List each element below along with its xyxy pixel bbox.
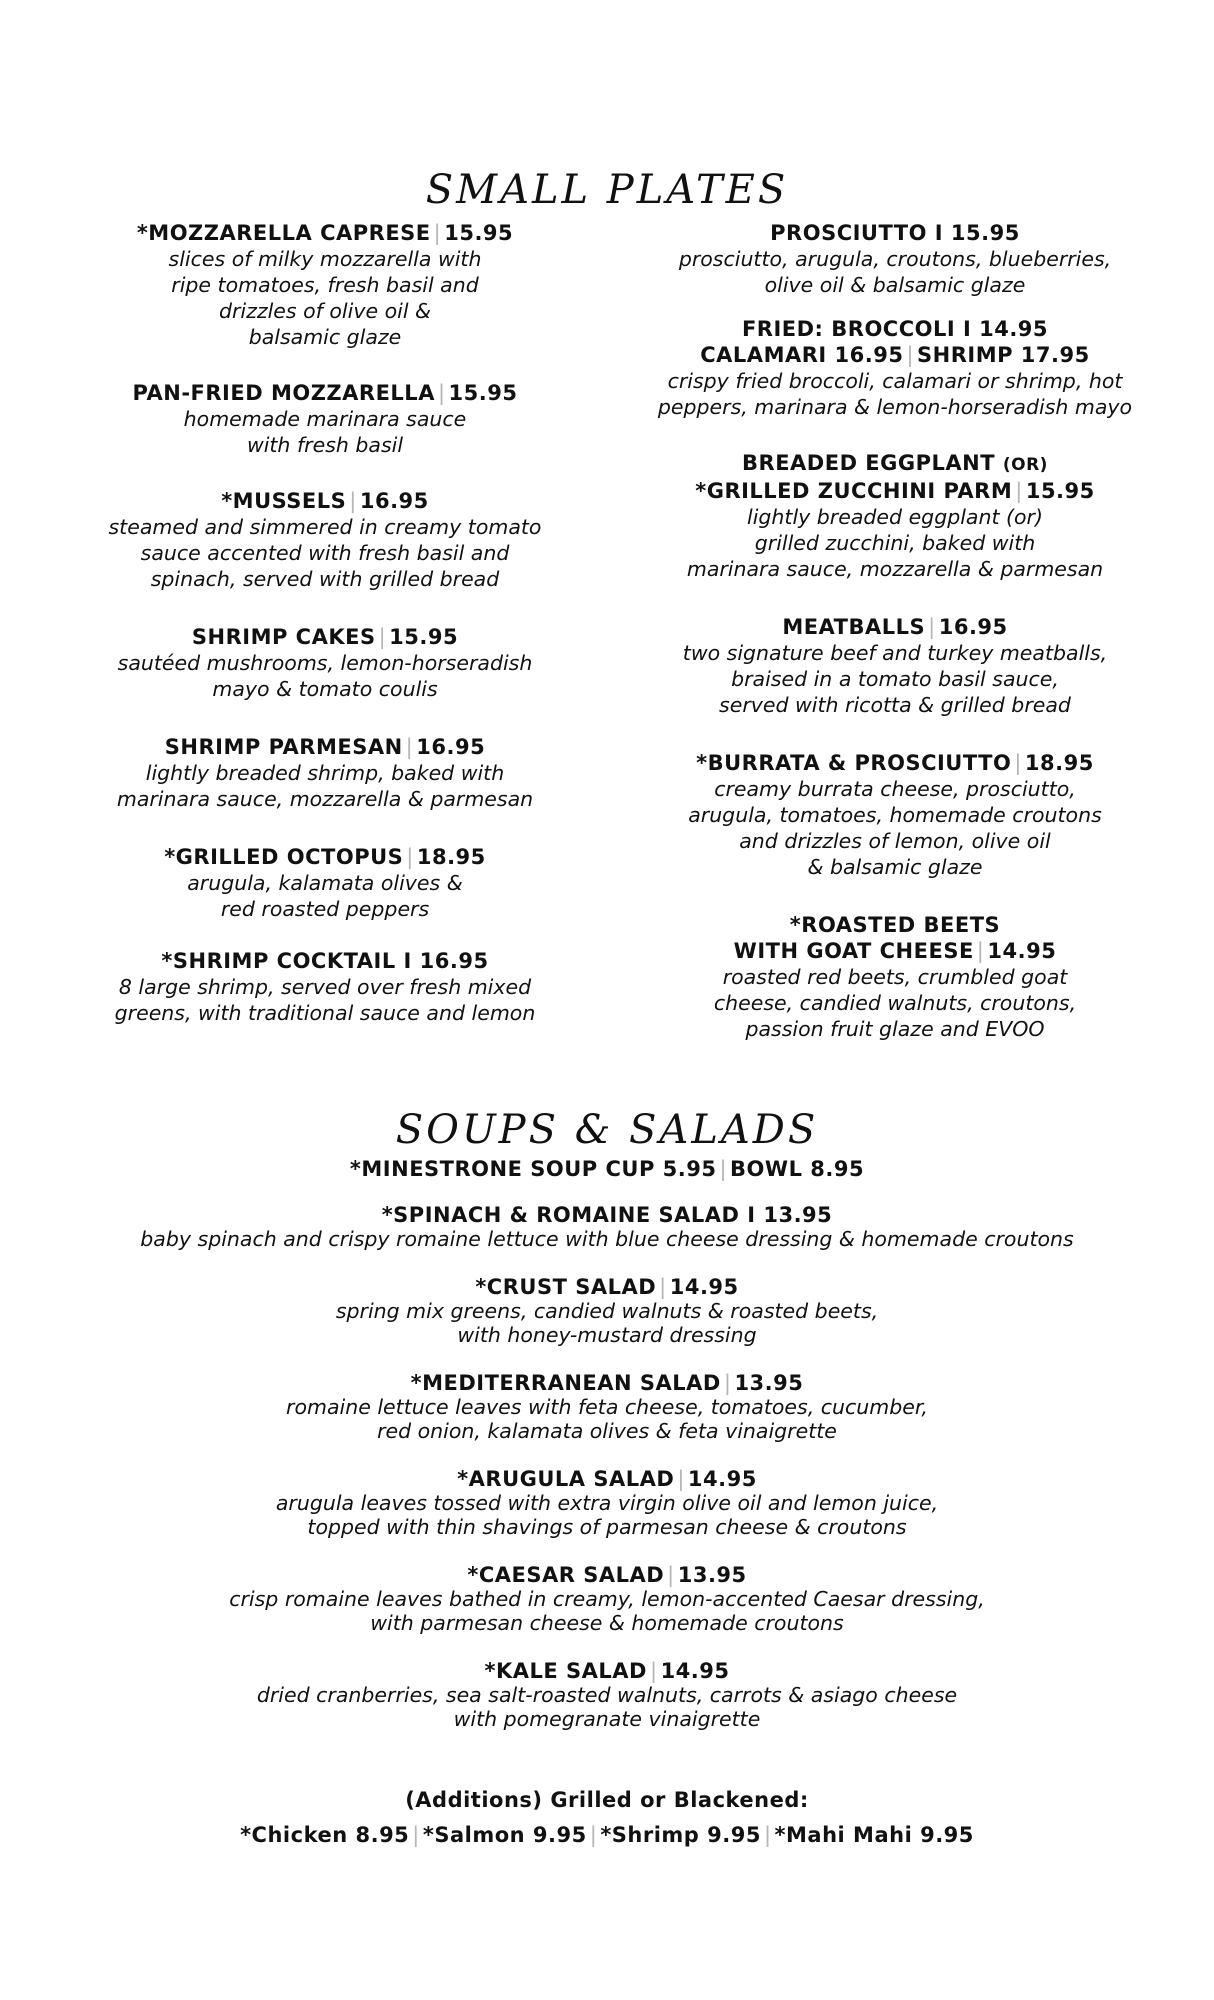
item-price: 18.95 [1024, 751, 1094, 775]
item-description [0, 1395, 1214, 1443]
small-plates-title: SMALL PLATES [425, 167, 789, 213]
item-description [80, 246, 570, 350]
description-line: sautéed mushrooms, lemon-horseradish [117, 651, 533, 675]
item-description [80, 514, 570, 592]
item-description [80, 870, 570, 922]
price-separator: | [667, 1563, 675, 1587]
description-line: prosciutto, arugula, croutons, blueberries, [678, 247, 1112, 271]
menu-item-kale-salad [0, 1659, 1214, 1731]
menu-item-mediterranean-salad [0, 1371, 1214, 1443]
item-description [0, 1227, 1214, 1251]
price-separator: | [349, 489, 357, 513]
item-description [0, 1587, 1214, 1635]
description-line: balsamic glaze [248, 325, 402, 349]
price-separator: | [433, 221, 442, 245]
menu-item-mozzarella-caprese [80, 220, 570, 350]
item-name: *ROASTED BEETS [789, 913, 1001, 937]
item-description [635, 368, 1155, 420]
addition-chicken: *Chicken 8.95 [240, 1823, 410, 1847]
description-line: with parmesan cheese & homemade croutons [370, 1611, 844, 1635]
item-price: 13.95 [734, 1371, 804, 1395]
item-description [80, 650, 570, 702]
item-price: 14.95 [660, 1659, 730, 1683]
description-line: baby spinach and crispy romaine lettuce with blue cheese dressing & homemade croutons [140, 1227, 1074, 1251]
description-line: mayo & tomato coulis [212, 677, 438, 701]
menu-item-prosciutto [635, 220, 1155, 298]
description-line: crispy fried broccoli, calamari or shrimp, hot [667, 369, 1123, 393]
item-description [635, 504, 1155, 582]
item-price-cup: CUP 5.95 [605, 1157, 717, 1181]
item-price: 18.95 [416, 845, 486, 869]
item-price: 14.95 [687, 1467, 757, 1491]
item-name: SHRIMP CAKES [191, 625, 376, 649]
addition-shrimp: *Shrimp 9.95 [600, 1823, 761, 1847]
description-line: dried cranberries, sea salt-roasted walnuts, carrots & asiago cheese [256, 1683, 958, 1707]
item-name: *MEDITERRANEAN SALAD [410, 1371, 721, 1395]
price-separator: | [976, 939, 985, 963]
item-price: 13.95 [677, 1563, 747, 1587]
menu-item-crust-salad [0, 1275, 1214, 1347]
item-description [0, 1491, 1214, 1539]
price-separator: | [378, 625, 387, 649]
item-name: SHRIMP 17.95 [917, 343, 1090, 367]
description-line: peppers, marinara & lemon-horseradish mayo [657, 395, 1133, 419]
price-separator: | [412, 1823, 420, 1847]
item-price: 15.95 [448, 381, 518, 405]
description-line: cheese, candied walnuts, croutons, [713, 991, 1077, 1015]
additions-options [0, 1823, 1214, 1847]
description-line: served with ricotta & grilled bread [719, 693, 1071, 717]
price-separator: | [719, 1157, 728, 1181]
description-line: lightly breaded shrimp, baked with [145, 761, 505, 785]
item-price: 15.95 [444, 221, 514, 245]
item-price: 16.95 [416, 735, 486, 759]
item-price: 14.95 [669, 1275, 739, 1299]
description-line: red onion, kalamata olives & feta vinaigrette [377, 1419, 837, 1443]
item-description [635, 964, 1155, 1042]
item-price-bowl: BOWL 8.95 [730, 1157, 865, 1181]
description-line: creamy burrata cheese, prosciutto, [714, 777, 1076, 801]
item-name: FRIED: BROCCOLI I 14.95 [741, 317, 1049, 341]
menu-item-minestrone-soup [0, 1157, 1214, 1181]
item-name: *CAESAR SALAD [467, 1563, 665, 1587]
description-line: steamed and simmered in creamy tomato [108, 515, 542, 539]
price-separator: | [906, 343, 915, 367]
description-line: sauce accented with fresh basil and [140, 541, 510, 565]
item-description [635, 640, 1155, 718]
description-line: roasted red beets, crumbled goat [722, 965, 1068, 989]
menu-item-grilled-octopus [80, 844, 570, 922]
menu-item-fried [635, 316, 1155, 420]
menu-item-spinach-romaine-salad [0, 1203, 1214, 1251]
description-line: arugula, tomatoes, homemade croutons [688, 803, 1102, 827]
item-name: *SPINACH & ROMAINE SALAD I 13.95 [381, 1203, 833, 1227]
item-price: 16.95 [938, 615, 1008, 639]
description-line: crisp romaine leaves bathed in creamy, lemon-accented Caesar dressing, [229, 1587, 985, 1611]
menu-item-arugula-salad [0, 1467, 1214, 1539]
description-line: spring mix greens, candied walnuts & roasted beets, [335, 1299, 879, 1323]
item-description [635, 246, 1155, 298]
price-separator: | [677, 1467, 685, 1491]
description-line: with pomegranate vinaigrette [453, 1707, 761, 1731]
menu-item-shrimp-parmesan [80, 734, 570, 812]
price-separator: | [659, 1275, 667, 1299]
item-name: MEATBALLS [782, 615, 926, 639]
description-line: romaine lettuce leaves with feta cheese, tomatoes, cucumber, [286, 1395, 928, 1419]
item-price: 14.95 [987, 939, 1057, 963]
description-line: red roasted peppers [220, 897, 430, 921]
item-name: *GRILLED ZUCCHINI PARM [695, 479, 1013, 503]
additions-heading: (Additions) Grilled or Blackened: [405, 1788, 809, 1812]
price-separator: | [1015, 479, 1023, 503]
item-name: *MINESTRONE SOUP [349, 1157, 598, 1181]
price-separator: | [405, 735, 414, 759]
item-name: WITH GOAT CHEESE [733, 939, 974, 963]
item-name: *BURRATA & PROSCIUTTO [696, 751, 1012, 775]
description-line: grilled zucchini, baked with [754, 531, 1036, 555]
item-name: *SHRIMP COCKTAIL I 16.95 [161, 949, 489, 973]
small-plates-left-column [80, 220, 570, 1026]
item-name: *MUSSELS [221, 489, 347, 513]
item-name: *ARUGULA SALAD [457, 1467, 675, 1491]
description-line: drizzles of olive oil & [218, 299, 432, 323]
description-line: marinara sauce, mozzarella & parmesan [686, 557, 1104, 581]
description-line: with fresh basil [246, 433, 404, 457]
soups-salads-title: SOUPS & SALADS [395, 1107, 819, 1153]
item-name: *MOZZARELLA CAPRESE [136, 221, 431, 245]
item-description [0, 1683, 1214, 1731]
item-name: SHRIMP PARMESAN [164, 735, 403, 759]
description-line: greens, with traditional sauce and lemon [114, 1001, 536, 1025]
item-name-connector: (OR) [1002, 455, 1048, 475]
description-line: passion fruit glaze and EVOO [745, 1017, 1045, 1041]
small-plates-right-column [635, 220, 1155, 1042]
description-line: topped with thin shavings of parmesan cheese & croutons [307, 1515, 907, 1539]
description-line: ripe tomatoes, fresh basil and [171, 273, 479, 297]
description-line: olive oil & balsamic glaze [764, 273, 1026, 297]
price-separator: | [928, 615, 936, 639]
item-price: 15.95 [1025, 479, 1095, 503]
item-name: BREADED EGGPLANT [742, 451, 996, 475]
item-description [0, 1299, 1214, 1347]
item-description [635, 776, 1155, 880]
addition-mahi-mahi: *Mahi Mahi 9.95 [774, 1823, 974, 1847]
menu-item-caesar-salad [0, 1563, 1214, 1635]
price-separator: | [763, 1823, 772, 1847]
description-line: arugula, kalamata olives & [187, 871, 463, 895]
description-line: spinach, served with grilled bread [150, 567, 500, 591]
addition-salmon: *Salmon 9.95 [422, 1823, 587, 1847]
description-line: marinara sauce, mozzarella & parmesan [116, 787, 534, 811]
description-line: & balsamic glaze [807, 855, 983, 879]
menu-item-shrimp-cocktail [80, 948, 570, 1026]
description-line: braised in a tomato basil sauce, [731, 667, 1059, 691]
price-separator: | [1014, 751, 1022, 775]
item-price: 15.95 [389, 625, 459, 649]
item-name: CALAMARI 16.95 [700, 343, 904, 367]
item-name: PAN-FRIED MOZZARELLA [132, 381, 435, 405]
description-line: slices of milky mozzarella with [168, 247, 482, 271]
menu-item-eggplant-zucchini-parm [635, 450, 1155, 582]
description-line: with honey-mustard dressing [457, 1323, 757, 1347]
menu-item-pan-fried-mozzarella [80, 380, 570, 458]
menu-item-mussels [80, 488, 570, 592]
price-separator: | [723, 1371, 732, 1395]
menu-item-burrata-prosciutto [635, 750, 1155, 880]
description-line: and drizzles of lemon, olive oil [739, 829, 1051, 853]
item-name: *GRILLED OCTOPUS [164, 845, 404, 869]
menu-item-shrimp-cakes [80, 624, 570, 702]
price-separator: | [649, 1659, 658, 1683]
item-description [80, 974, 570, 1026]
menu-item-meatballs [635, 614, 1155, 718]
description-line: arugula leaves tossed with extra virgin olive oil and lemon juice, [275, 1491, 939, 1515]
item-name: *KALE SALAD [484, 1659, 647, 1683]
item-name: PROSCIUTTO I 15.95 [770, 221, 1020, 245]
soups-salads-section [0, 1157, 1214, 1731]
item-price: 16.95 [359, 489, 429, 513]
item-description [80, 406, 570, 458]
description-line: 8 large shrimp, served over fresh mixed [118, 975, 532, 999]
menu-item-roasted-beets [635, 912, 1155, 1042]
description-line: lightly breaded eggplant (or) [747, 505, 1043, 529]
item-description [80, 760, 570, 812]
price-separator: | [437, 381, 446, 405]
description-line: two signature beef and turkey meatballs, [682, 641, 1108, 665]
price-separator: | [589, 1823, 598, 1847]
item-name: *CRUST SALAD [475, 1275, 657, 1299]
price-separator: | [406, 845, 414, 869]
description-line: homemade marinara sauce [183, 407, 467, 431]
